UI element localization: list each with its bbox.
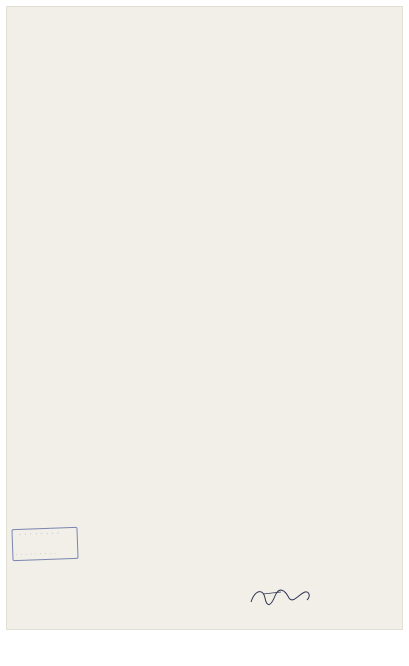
- stamp-border-text: · · · · · · · ·: [18, 531, 60, 538]
- stamp-border-text-lower: · · · · · · · · ·: [15, 550, 57, 558]
- registry-stamp: [10, 512, 82, 568]
- archive-footer: [0, 636, 409, 666]
- handwritten-signature: [245, 584, 325, 610]
- date-stamp-box: [11, 527, 78, 561]
